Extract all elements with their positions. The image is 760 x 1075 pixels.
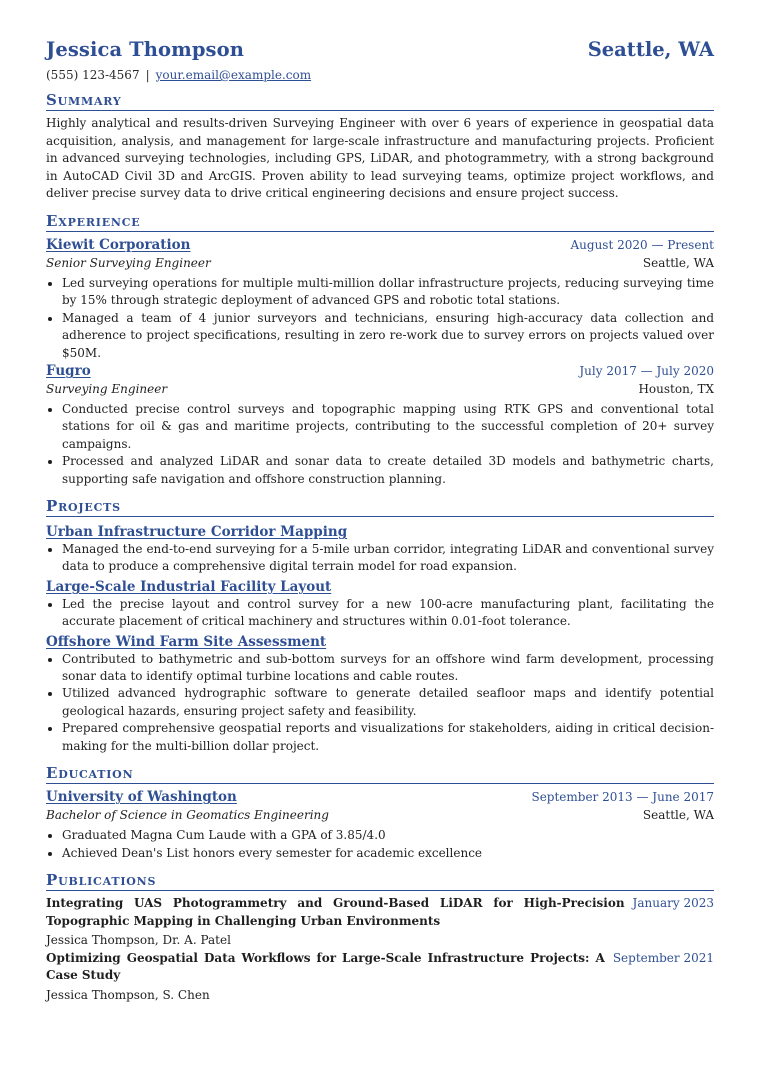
project-title-link[interactable]: Large-Scale Industrial Facility Layout xyxy=(46,578,332,595)
job-dates: July 2017 — July 2020 xyxy=(579,364,714,378)
project-bullets xyxy=(46,651,714,755)
publication-date: January 2023 xyxy=(632,895,714,910)
project-bullets xyxy=(46,541,714,576)
bullet-item: • Led the precise layout and control survey for a new 100-acre manufacturing plant, facilitating the accurate placement of critical machinery and structures within 0.01-foot tolerance. xyxy=(62,596,714,631)
education-dates: September 2013 — June 2017 xyxy=(531,790,714,805)
job-entry-fugro xyxy=(46,362,714,488)
education-entry xyxy=(46,788,714,862)
school-link[interactable]: University of Washington xyxy=(46,789,237,806)
candidate-name: Jessica Thompson xyxy=(46,38,245,61)
summary-text: Highly analytical and results-driven Surveying Engineer with over 6 years of experience in geospatial data acquisition, analysis, and management for large-scale infrastructure and manufacturing projects. Proficient in advanced surveying technologies, including GPS, LiDAR, and photogrammetry, with a strong background in AutoCAD Civil 3D and ArcGIS. Proven ability to lead surveying teams, optimize project workflows, and deliver precise survey data to drive critical engineering decisions and ensure project success. xyxy=(46,116,714,201)
job-dates: August 2020 — Present xyxy=(570,237,714,252)
job-org-link[interactable]: Kiewit Corporation xyxy=(46,236,191,253)
section-title-summary: Summary xyxy=(46,91,714,111)
project-entry xyxy=(46,521,714,576)
contact-separator: | xyxy=(145,68,150,82)
candidate-city: Seattle, WA xyxy=(587,38,714,61)
bullet-item: • Utilized advanced hydrographic software to generate detailed seafloor maps and identify potential geological hazards, ensuring project safety and feasibility. xyxy=(62,685,714,720)
project-bullets xyxy=(46,596,714,631)
publication-entry xyxy=(46,895,714,950)
section-title-publications: Publications xyxy=(46,871,714,891)
section-title-experience: Experience xyxy=(46,212,714,232)
school-location: Seattle, WA xyxy=(642,808,714,823)
project-title-link[interactable]: Offshore Wind Farm Site Assessment xyxy=(46,633,327,650)
job-location: Houston, TX xyxy=(638,382,714,396)
bullet-item: • Conducted precise control surveys and topographic mapping using RTK GPS and conventional total stations for oil & gas and maritime projects, contributing to the successful completion of 20+ survey campaigns. xyxy=(62,401,714,453)
education-bullets xyxy=(46,827,714,862)
publication-title: Integrating UAS Photogrammetry and Ground-Based LiDAR for High-Precision Topographic Mapping in Challenging Urban Environments xyxy=(46,895,625,928)
bullet-item: • Achieved Dean's List honors every semester for academic excellence xyxy=(62,845,714,862)
publication-authors: Jessica Thompson, Dr. A. Patel xyxy=(46,933,231,948)
phone-number: (555) 123-4567 xyxy=(46,68,140,82)
resume-header xyxy=(46,38,714,61)
bullet-item: • Graduated Magna Cum Laude with a GPA of 3.85/4.0 xyxy=(62,827,714,844)
section-title-education: Education xyxy=(46,764,714,784)
project-title-link[interactable]: Urban Infrastructure Corridor Mapping xyxy=(46,524,348,541)
project-entry xyxy=(46,576,714,631)
bullet-item: • Contributed to bathymetric and sub-bottom surveys for an offshore wind farm development, processing sonar data to identify optimal turbine locations and cable routes. xyxy=(62,651,714,686)
email-link[interactable]: your.email@example.com xyxy=(155,68,312,82)
degree-name: Bachelor of Science in Geomatics Engineering xyxy=(46,808,329,823)
job-bullets xyxy=(46,275,714,362)
job-role: Senior Surveying Engineer xyxy=(46,255,211,270)
publication-title: Optimizing Geospatial Data Workflows for Large-Scale Infrastructure Projects: A Case Study xyxy=(46,950,605,983)
job-bullets xyxy=(46,401,714,488)
publication-authors: Jessica Thompson, S. Chen xyxy=(46,987,210,1002)
section-title-projects: Projects xyxy=(46,497,714,517)
bullet-item: • Managed a team of 4 junior surveyors and technicians, ensuring high-accuracy data collection and adherence to project specifications, resulting in zero re-work due to survey errors on projects valued over $50M. xyxy=(62,310,714,362)
project-entry xyxy=(46,631,714,755)
job-entry-kiewit xyxy=(46,236,714,362)
publication-entry xyxy=(46,950,714,1005)
publication-date: September 2021 xyxy=(612,950,714,965)
contact-line xyxy=(46,68,714,82)
job-location: Seattle, WA xyxy=(642,255,714,270)
job-org-link[interactable]: Fugro xyxy=(46,363,91,379)
bullet-item: • Managed the end-to-end surveying for a 5-mile urban corridor, integrating LiDAR and conventional survey data to produce a comprehensive digital terrain model for road expansion. xyxy=(62,541,714,576)
job-role: Surveying Engineer xyxy=(46,382,168,396)
bullet-item: • Processed and analyzed LiDAR and sonar data to create detailed 3D models and bathymetric charts, supporting safe navigation and offshore construction planning. xyxy=(62,453,714,488)
bullet-item: • Prepared comprehensive geospatial reports and visualizations for stakeholders, aiding in critical decision-making for the multi-billion dollar project. xyxy=(62,720,714,755)
bullet-item: • Led surveying operations for multiple multi-million dollar infrastructure projects, reducing surveying time by 15% through strategic deployment of advanced GPS and robotic total stations. xyxy=(62,275,714,310)
